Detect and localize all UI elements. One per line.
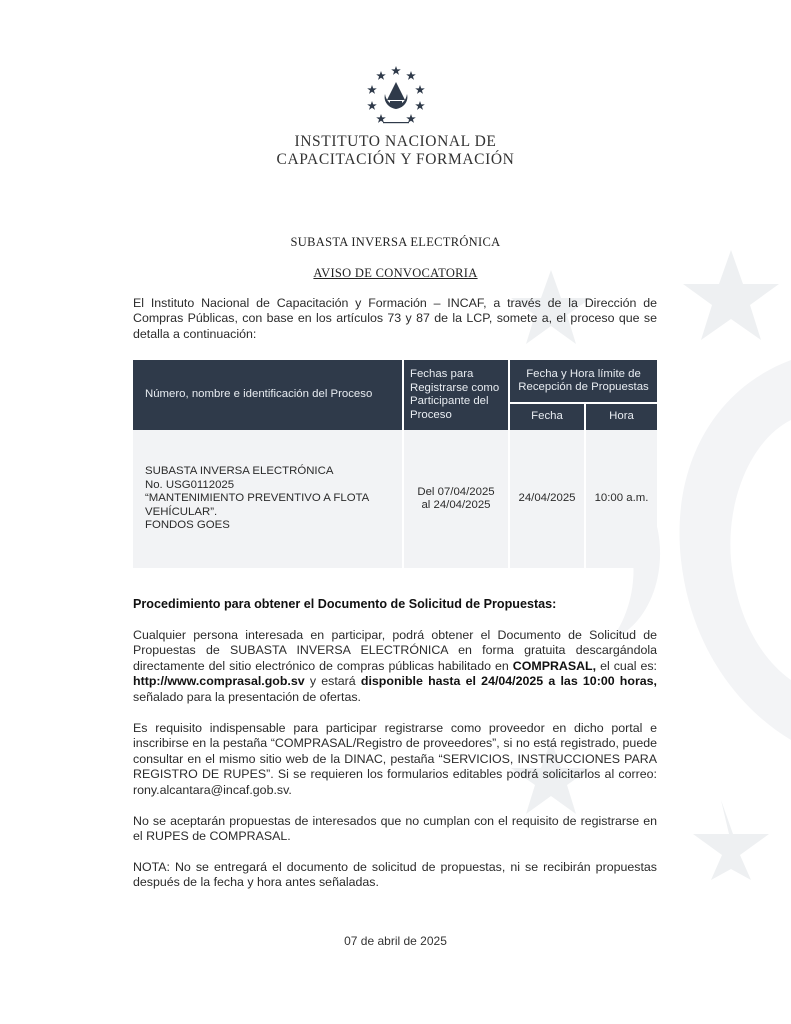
process-line: “MANTENIMIENTO PREVENTIVO A FLOTA VEHÍCULAR”. — [145, 492, 369, 518]
coat-of-arms-logo — [365, 64, 427, 126]
institution-name-line2: CAPACITACIÓN Y FORMACIÓN — [276, 151, 515, 168]
process-line: FONDOS GOES — [145, 519, 230, 532]
process-table — [133, 360, 657, 568]
header-registration-dates: Fechas para Registrarse como Participante del Proceso — [403, 360, 509, 430]
institution-name-line1: INSTITUTO NACIONAL DE — [294, 133, 497, 150]
process-line: No. USG0112025 — [145, 478, 235, 491]
header-process: Número, nombre e identificación del Proceso — [133, 360, 403, 430]
process-line: SUBASTA INVERSA ELECTRÓNICA — [145, 465, 334, 478]
cell-deadline-time: 10:00 a.m. — [585, 430, 657, 568]
header-time: Hora — [585, 403, 657, 430]
procedure-heading: Procedimiento para obtener el Documento de Solicitud de Propuestas: — [133, 597, 557, 611]
procedure-paragraph-2: Es requisito indispensable para participar registrarse como proveedor en dicho portal e inscribirse en la pestaña “COMPRASAL/Registro de proveedores”, si no está registrado, puede consultar en el mismo sitio web de la DINAC, pestaña “SERVICIOS, INSTRUCCIONES PARA REGISTRO DE RUPES”. Si se requieren los formularios editables podrá solicitarlos al correo: rony.alcantara@incaf.gob.sv. — [133, 721, 657, 797]
procedure-paragraph-1: Cualquier persona interesada en participar, podrá obtener el Documento de Solicitud de Propuestas de SUBASTA INVERSA ELECTRÓNICA en forma gratuita descargándola directamente del sitio electrónico de compras públicas habilitado en COMPRASAL, el cual es: http://www.comprasal.gob.sv y estará disponible hasta el 24/04/2025 a las 10:00 horas, señalado para la presentación de ofertas. — [133, 628, 658, 704]
document-subtitle: AVISO DE CONVOCATORIA — [313, 266, 478, 280]
registration-from: Del 07/04/2025 — [417, 485, 495, 498]
table-row — [133, 430, 657, 568]
registration-to: al 24/04/2025 — [421, 499, 491, 511]
header-date: Fecha — [509, 403, 585, 430]
procedure-paragraph-3: No se aceptarán propuestas de interesados que no cumplan con el requisito de registrarse en el RUPES de COMPRASAL. — [133, 814, 657, 844]
cell-deadline-date: 24/04/2025 — [509, 430, 585, 568]
comprasal-link: http://www.comprasal.gob.sv — [133, 674, 305, 689]
procedure-note: NOTA: No se entregará el documento de solicitud de propuestas, ni se recibirán propuestas después de la fecha y hora antes señaladas. — [133, 860, 657, 890]
issue-date: 07 de abril de 2025 — [344, 934, 447, 948]
header-deadline: Fecha y Hora límite de Recepción de Propuestas — [509, 360, 657, 403]
intro-paragraph: El Instituto Nacional de Capacitación y Formación – INCAF, a través de la Dirección de Compras Públicas, con base en los artículos 73 y 87 de la LCP, somete a, el proceso que se detalla a continuación: — [133, 296, 657, 341]
cell-process-description — [133, 430, 403, 568]
document-title: SUBASTA INVERSA ELECTRÓNICA — [290, 235, 501, 249]
cell-registration-dates — [403, 430, 509, 568]
